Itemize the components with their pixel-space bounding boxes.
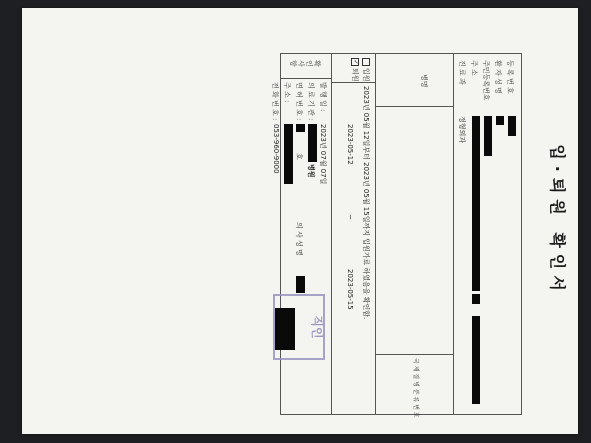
redacted-reg-no [508, 116, 516, 136]
address-label: 주 소 : [283, 82, 291, 103]
name-label: 환 자 성 명 [494, 60, 502, 94]
reg-no-label: 등 록 번 호 [506, 60, 514, 94]
divider [332, 82, 376, 83]
divider [375, 54, 376, 414]
divider [376, 354, 454, 355]
document-title: 입·퇴원 확인서 [548, 144, 567, 297]
redacted-hospital [308, 124, 317, 162]
patient-info-table [280, 53, 522, 418]
phone-value: 053-960-9000 [272, 124, 280, 174]
department-label: 진 료 과 [458, 60, 466, 85]
divider [453, 54, 454, 414]
redacted-address-detail [472, 294, 480, 304]
department-value: 정형외과 [458, 116, 466, 144]
divider [331, 54, 332, 414]
address-label: 주 소 [470, 60, 478, 76]
redacted-doctor-name [296, 276, 305, 293]
divider [281, 78, 332, 79]
admission-out-checkbox: ✓퇴원 [351, 59, 359, 82]
issue-date-value: 2023년 07월 07일 [319, 124, 327, 185]
hospital-seal: 직인 [273, 294, 325, 360]
admission-date-to: 2023-05-15 [346, 269, 354, 310]
redacted-name [496, 116, 504, 125]
redacted-hospital-address [284, 124, 293, 184]
document-content [23, 8, 578, 433]
redacted-license [296, 124, 305, 132]
admission-period-text: 2023년 05월 12일부터 2023년 05월 15일까지 입원가료 하였음을 확인함. [362, 86, 370, 320]
license-suffix: 호 [295, 153, 303, 160]
disease-code-label: 국 제 질 병 분 류 번 호 [412, 358, 419, 418]
issue-date-label: 발 행 일 : [319, 82, 327, 112]
admission-date-from: 2023-05-12 [346, 124, 354, 165]
redacted-address-extra [472, 316, 480, 404]
resident-no-label: 주민등록번호 [482, 60, 490, 101]
date-separator: ~ [346, 214, 354, 220]
doctor-title: 의 사 성 명 [295, 222, 303, 256]
phone-label: 전 화 번 호 : [271, 82, 279, 121]
redacted-resident-no [484, 116, 492, 156]
redacted-address [472, 116, 480, 291]
divider [376, 106, 454, 107]
hospital-label: 의 료 기 관 : [307, 82, 315, 121]
hospital-suffix: 병원 [307, 164, 315, 178]
document-paper [22, 8, 578, 434]
confirmation-side-label: 확 인 사 항 [289, 60, 321, 67]
license-label: 면 허 번 호 : [295, 82, 303, 121]
admission-in-checkbox: 입원 [361, 58, 371, 82]
disease-label: 병명 [420, 74, 428, 88]
